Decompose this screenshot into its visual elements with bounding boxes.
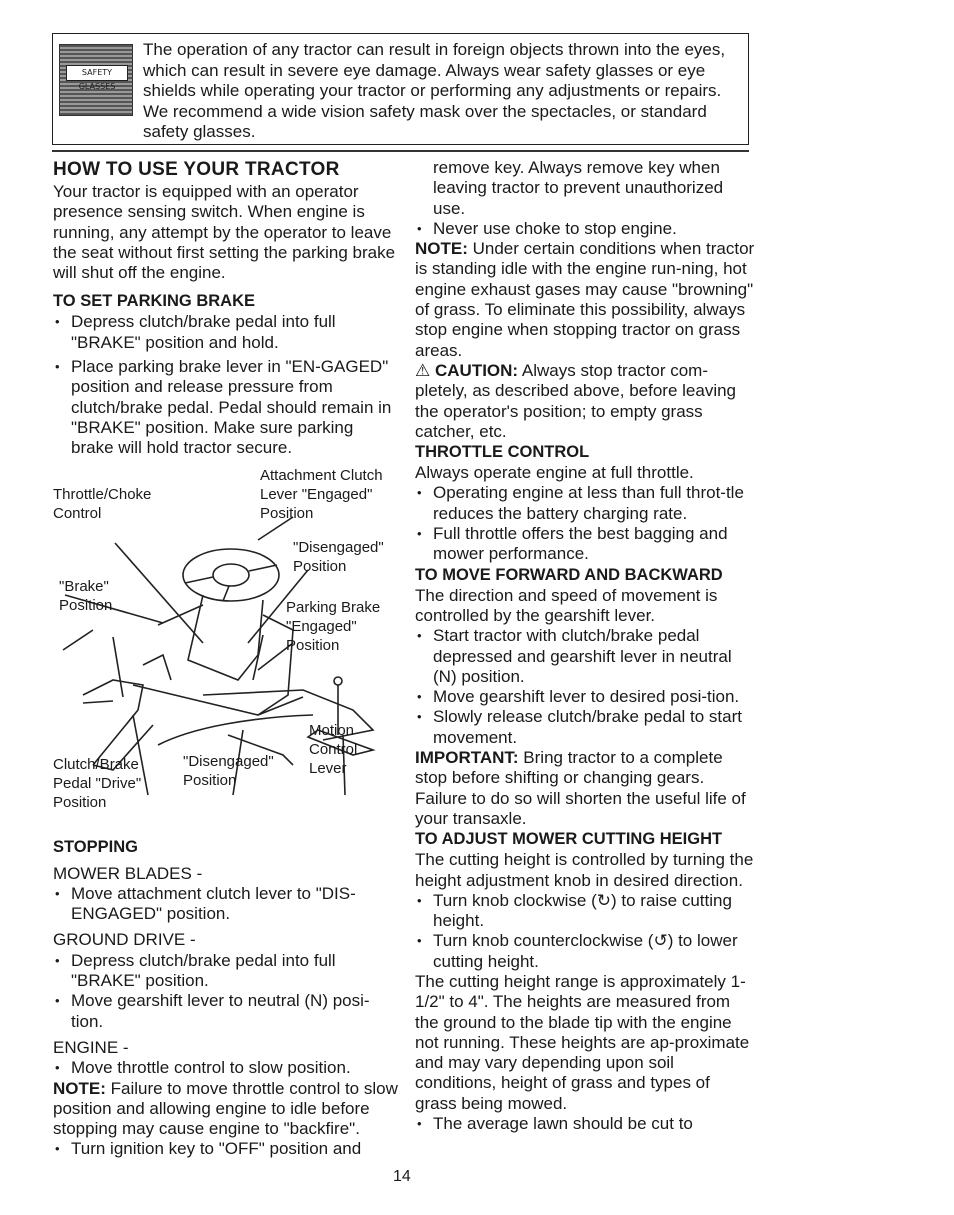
stopping-heading: STOPPING: [53, 837, 138, 856]
figure-label-clutch-brake: Clutch/Brake Pedal "Drive" Position: [53, 755, 142, 811]
mower-blades-label: MOWER BLADES -: [53, 863, 203, 883]
list-item: • Move throttle control to slow position.: [53, 1058, 398, 1078]
figure-label-disengaged-bottom: "Disengaged" Position: [183, 752, 274, 789]
figure-label-text: Attachment Clutch Lever "Engaged" Position: [260, 466, 383, 522]
controls-figure: [53, 465, 398, 837]
figure-label-parking-brake: Parking Brake "Engaged" Position: [286, 598, 381, 654]
parking-brake-heading: TO SET PARKING BRAKE: [53, 292, 255, 311]
safety-warning-box: [52, 33, 749, 145]
throttle-heading: THROTTLE CONTROL: [415, 443, 590, 462]
adjust-intro: The cutting height is controlled by turning the height adjustment knob in desired direction.: [415, 850, 754, 890]
figure-label-brake: "Brake" Position: [59, 577, 113, 614]
page-number: 14: [393, 1168, 411, 1185]
list-item: • Move gearshift lever to neutral (N) posi-tion.: [53, 991, 398, 1032]
list-item: • The average lawn should be cut to: [415, 1114, 755, 1134]
list-item: • Turn knob counterclockwise (↺) to lower cutting height.: [415, 931, 755, 972]
throttle-intro: Always operate engine at full throttle.: [415, 463, 694, 483]
note-label: NOTE:: [53, 1078, 106, 1098]
ground-drive-label: GROUND DRIVE -: [53, 930, 196, 950]
figure-label-throttle: Throttle/Choke Control: [53, 485, 152, 522]
list-item: • Place parking brake lever in "EN-GAGED" position and release pressure from clutch/brake pedal. Pedal should remain in "BRAKE" position. Make sure parking brake will hold tractor secure.: [53, 357, 398, 458]
safety-glasses-icon: [59, 44, 133, 116]
figure-label-motion-control: Motion Control Lever: [309, 721, 358, 777]
caution-triangle-icon: ⚠: [415, 360, 431, 380]
engine-label: ENGINE -: [53, 1037, 129, 1057]
caution-label: CAUTION:: [434, 360, 519, 380]
caution-paragraph: [415, 361, 755, 442]
list-item: • Move gearshift lever to desired posi-tion.: [415, 687, 755, 707]
list-item: • Turn ignition key to "OFF" position and: [53, 1139, 398, 1159]
adjust-heading: TO ADJUST MOWER CUTTING HEIGHT: [415, 830, 723, 849]
list-item: • Start tractor with clutch/brake pedal depressed and gearshift lever in neutral (N) position.: [415, 626, 755, 687]
note-text: Under certain conditions when tractor is standing idle with the engine run-ning, hot engine exhaust gases may cause "browning" of grass. To eliminate this possibility, always stop engine when stopping tractor on grass areas.: [415, 239, 755, 360]
right-column: [415, 158, 755, 1134]
adjust-text: The cutting height range is approximately 1-1/2" to 4". The heights are measured from the ground to the blade tip with the engine not running. These heights are ap-proximate and may vary depending upon soil conditions, height of grass and types of grass being mowed.: [415, 971, 750, 1113]
note-paragraph: [415, 239, 755, 361]
figure-label-disengaged-top: "Disengaged" Position: [293, 538, 384, 575]
important-paragraph: [415, 748, 755, 829]
continued-text: remove key. Always remove key when leaving tractor to prevent unauthorized use.: [433, 158, 724, 218]
move-heading: TO MOVE FORWARD AND BACKWARD: [415, 565, 723, 584]
safety-glasses-label: SAFETY GLASSES: [66, 65, 128, 81]
note-label: NOTE:: [415, 239, 468, 259]
move-intro: The direction and speed of movement is controlled by the gearshift lever.: [415, 585, 718, 625]
list-item: • Slowly release clutch/brake pedal to start movement.: [415, 707, 755, 748]
left-column: [53, 158, 398, 1160]
list-item: • Operating engine at less than full throt-tle reduces the battery charging rate.: [415, 483, 755, 524]
divider: [52, 150, 749, 152]
important-text: Bring tractor to a complete stop before shifting or changing gears. Failure to do so will shorten the useful life of your transaxle.: [415, 748, 746, 828]
section-title: HOW TO USE YOUR TRACTOR: [53, 159, 340, 180]
list-item: • Move attachment clutch lever to "DIS-ENGAGED" position.: [53, 884, 398, 925]
list-item: • Depress clutch/brake pedal into full "BRAKE" position.: [53, 951, 398, 992]
note-text: Failure to move throttle control to slow position and allowing engine to idle before stopping may cause engine to "backfire".: [53, 1078, 398, 1139]
list-item: • Never use choke to stop engine.: [415, 219, 755, 239]
note-paragraph: [53, 1079, 398, 1140]
list-item: • Depress clutch/brake pedal into full "BRAKE" position and hold.: [53, 312, 398, 353]
list-item: • Turn knob clockwise (↻) to raise cutting height.: [415, 891, 755, 932]
list-item: • Full throttle offers the best bagging and mower performance.: [415, 524, 755, 565]
warning-text: The operation of any tractor can result in foreign objects thrown into the eyes, which can result in severe eye damage. Always wear safety glasses or eye shields while operating your tractor or performing any adjustments or repairs. We recommend a wide vision safety mask over the spectacles, or standard safety glasses.: [143, 40, 726, 141]
intro-text: Your tractor is equipped with an operator presence sensing switch. When engine is running, any attempt by the operator to leave the seat without first setting the parking brake will shut off the engine.: [53, 182, 396, 283]
figure-label-attachment-clutch: [260, 466, 398, 523]
important-label: IMPORTANT:: [415, 748, 519, 768]
caution-text: Always stop tractor com-pletely, as described above, before leaving the operator's position; to empty grass catcher, etc.: [415, 360, 736, 441]
